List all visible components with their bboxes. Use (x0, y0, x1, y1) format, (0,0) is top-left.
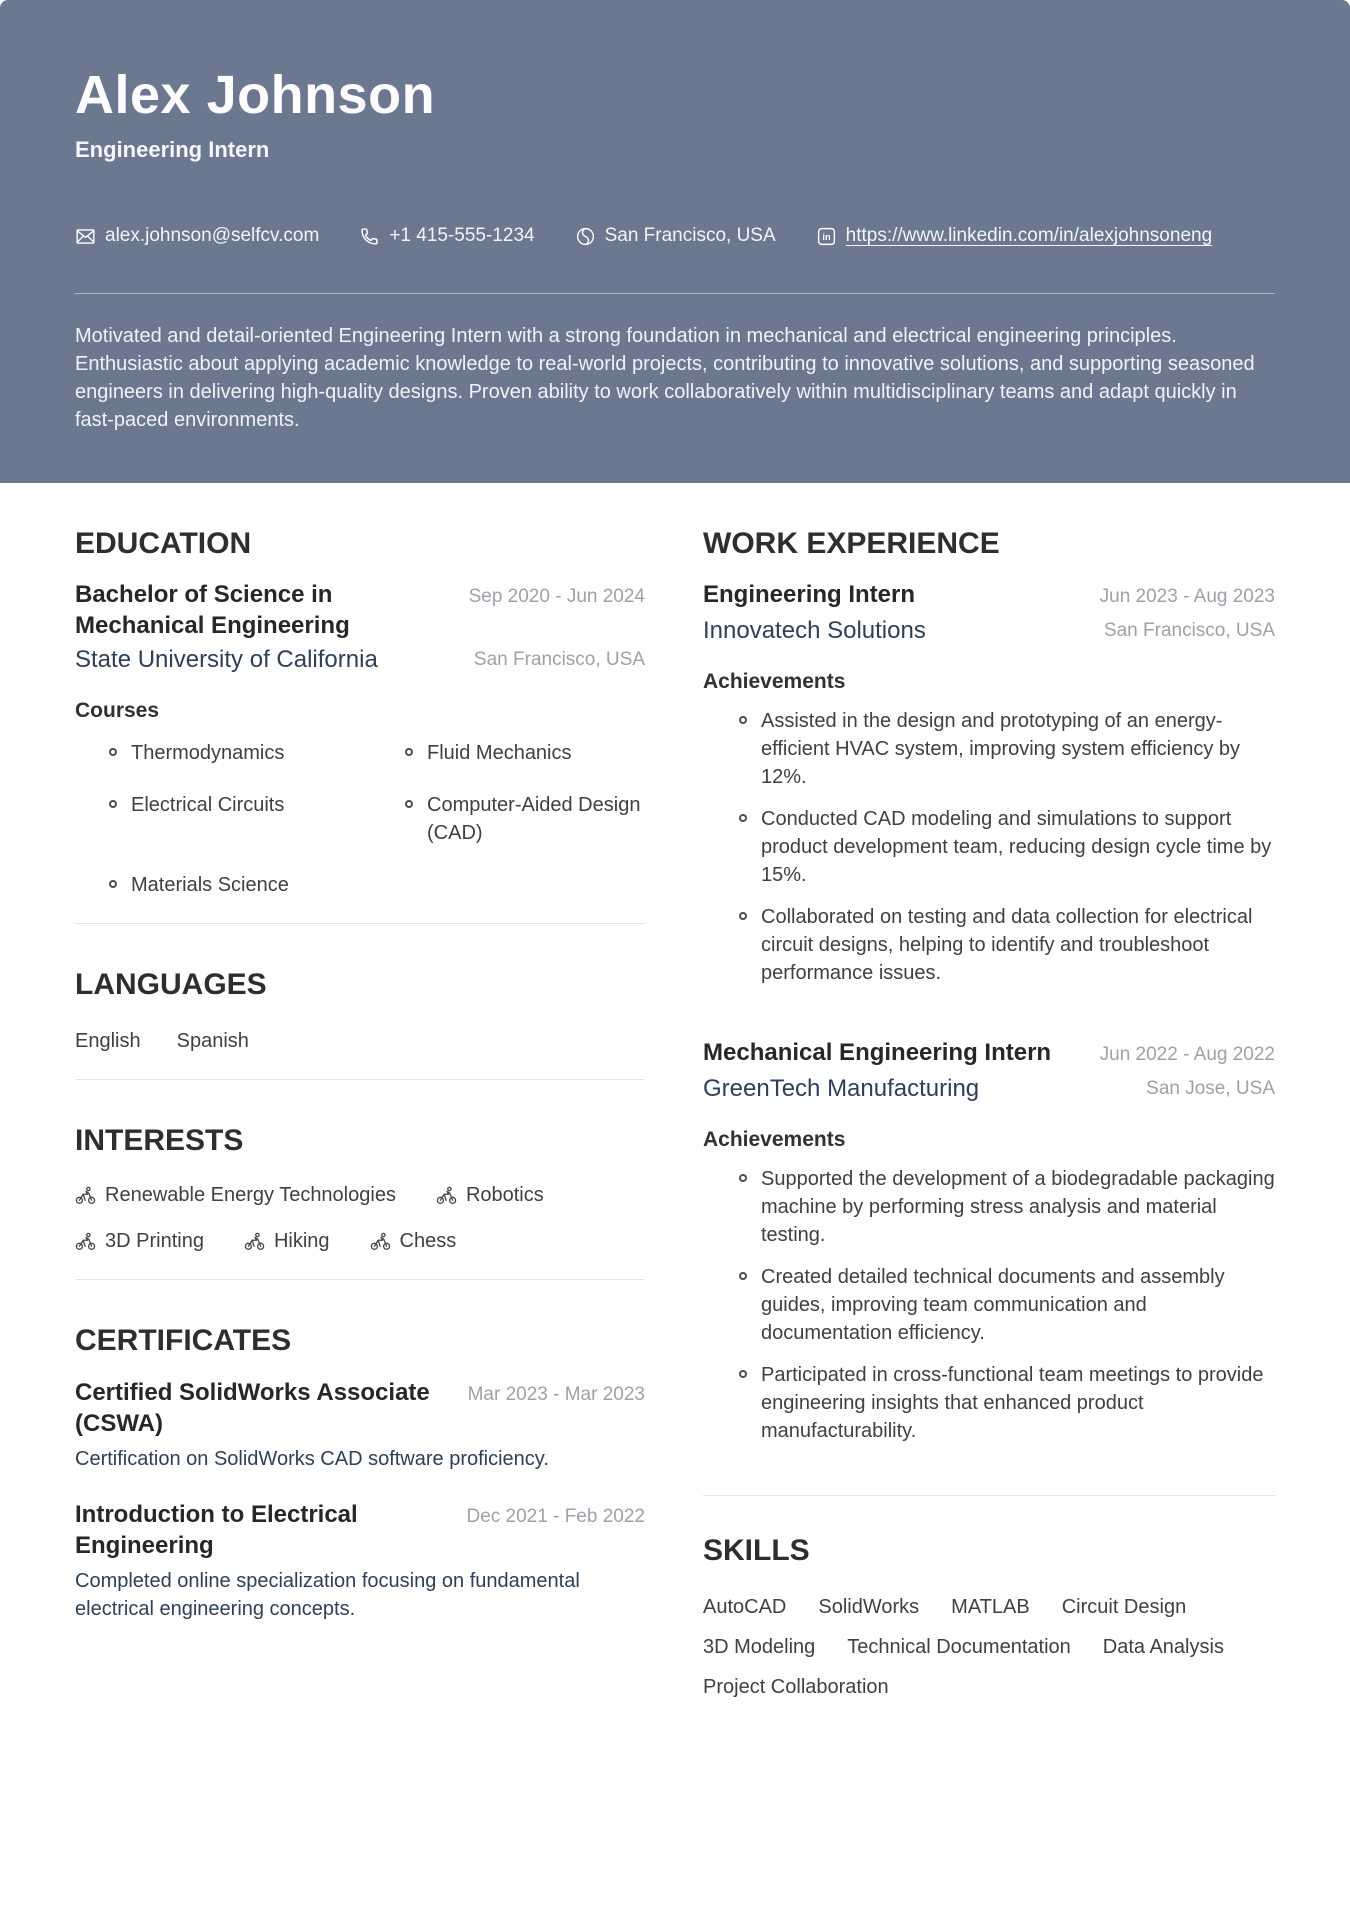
certificate-entry (75, 1499, 645, 1623)
achievement-text: Assisted in the design and prototyping of an energy-efficient HVAC system, improving system efficiency by 12%. (761, 710, 1241, 788)
skill-item: 3D Modeling (703, 1636, 816, 1658)
achievements-list (703, 1165, 1275, 1445)
left-column (75, 483, 645, 1701)
achievements-label: Achievements (703, 1128, 846, 1151)
certificate-date: Dec 2021 - Feb 2022 (466, 1506, 645, 1527)
bullet-icon (109, 800, 117, 808)
person-name: Alex Johnson (75, 65, 436, 125)
interest-item (75, 1181, 396, 1209)
course-text: Electrical Circuits (131, 794, 285, 816)
bullet-icon (739, 1174, 747, 1182)
interest-item (370, 1227, 457, 1255)
linkedin-link[interactable]: https://www.linkedin.com/in/alexjohnsoneng (845, 225, 1213, 247)
courses-label: Courses (75, 699, 160, 722)
achievement-text: Conducted CAD modeling and simulations to support product development team, reducing design cycle time by 15%. (761, 808, 1272, 886)
bullet-icon (739, 814, 747, 822)
linkedin-icon (816, 226, 837, 247)
bullet-icon (739, 912, 747, 920)
section-divider (703, 1495, 1275, 1496)
job-location: San Jose, USA (1146, 1078, 1275, 1099)
interest-text: 3D Printing (105, 1230, 204, 1252)
achievement-item (703, 1361, 1275, 1445)
achievements-list (703, 707, 1275, 987)
achievements-label: Achievements (703, 670, 846, 693)
education-entry (75, 579, 645, 899)
skill-item: MATLAB (951, 1596, 1030, 1618)
certificate-entry (75, 1377, 645, 1473)
contact-email-text: alex.johnson@selfcv.com (105, 225, 320, 247)
education-location: San Francisco, USA (473, 649, 645, 670)
svg-text:in: in (822, 232, 831, 243)
contact-location-text: San Francisco, USA (604, 225, 776, 247)
phone-icon (359, 226, 380, 247)
language-item: English (75, 1030, 141, 1052)
course-text: Computer-Aided Design (CAD) (427, 794, 641, 844)
certificates-heading: CERTIFICATES (75, 1324, 292, 1357)
section-divider (75, 923, 645, 924)
bullet-icon (405, 748, 413, 756)
certificate-date: Mar 2023 - Mar 2023 (467, 1384, 645, 1405)
achievement-item (703, 1263, 1275, 1347)
achievement-item (703, 707, 1275, 791)
skills-list (703, 1593, 1275, 1701)
section-divider (75, 1279, 645, 1280)
job-title: Engineering Intern (703, 581, 916, 608)
achievement-text: Participated in cross-functional team meetings to provide engineering insights that enhanced product manufacturability. (761, 1364, 1264, 1442)
bullet-icon (739, 1272, 747, 1280)
cyclist-icon (75, 1185, 96, 1206)
resume-header (0, 0, 1350, 483)
achievement-item (703, 805, 1275, 889)
company-name: Innovatech Solutions (703, 617, 926, 644)
bullet-icon (739, 1370, 747, 1378)
location-globe-icon (575, 226, 596, 247)
contact-phone (359, 225, 534, 247)
person-role: Engineering Intern (75, 137, 270, 163)
achievement-item (703, 903, 1275, 987)
certificate-description: Completed online specialization focusing on fundamental electrical engineering concepts. (75, 1570, 580, 1620)
company-name: GreenTech Manufacturing (703, 1075, 980, 1102)
course-text: Thermodynamics (131, 742, 285, 764)
section-divider (75, 1079, 645, 1080)
degree-title: Bachelor of Science in Mechanical Engineering (75, 581, 350, 639)
bullet-icon (405, 800, 413, 808)
certificate-description: Certification on SolidWorks CAD software proficiency. (75, 1448, 549, 1470)
achievement-text: Created detailed technical documents and assembly guides, improving team communication and documentation efficiency. (761, 1266, 1225, 1344)
interest-text: Chess (399, 1230, 457, 1252)
contact-phone-text: +1 415-555-1234 (389, 225, 535, 247)
job-date: Jun 2023 - Aug 2023 (1099, 586, 1275, 607)
skill-item: Data Analysis (1102, 1636, 1224, 1658)
school-name: State University of California (75, 646, 378, 673)
work-heading: WORK EXPERIENCE (703, 527, 1000, 560)
right-column (703, 483, 1275, 1701)
job-entry (703, 579, 1275, 987)
email-icon (75, 226, 96, 247)
skill-item: Technical Documentation (847, 1636, 1071, 1658)
contact-linkedin (816, 225, 1212, 247)
cyclist-icon (436, 1185, 457, 1206)
skill-item: Circuit Design (1061, 1596, 1187, 1618)
interests-heading: INTERESTS (75, 1124, 244, 1157)
courses-list (75, 739, 645, 899)
course-item (75, 791, 349, 847)
bullet-icon (109, 748, 117, 756)
certificate-title: Introduction to Electrical Engineering (75, 1501, 358, 1559)
interest-text: Renewable Energy Technologies (105, 1184, 396, 1206)
certificate-title: Certified SolidWorks Associate (CSWA) (75, 1379, 430, 1437)
contact-row (75, 225, 1275, 247)
course-text: Materials Science (131, 874, 289, 896)
languages-heading: LANGUAGES (75, 968, 267, 1001)
cyclist-icon (370, 1231, 391, 1252)
achievement-item (703, 1165, 1275, 1249)
education-date: Sep 2020 - Jun 2024 (468, 586, 645, 607)
language-item: Spanish (176, 1030, 249, 1052)
course-item (371, 739, 645, 767)
cyclist-icon (244, 1231, 265, 1252)
bullet-icon (109, 880, 117, 888)
resume-body (0, 483, 1350, 1701)
interest-text: Hiking (273, 1230, 330, 1252)
interest-item (436, 1181, 544, 1209)
job-entry (703, 1037, 1275, 1445)
job-title: Mechanical Engineering Intern (703, 1039, 1052, 1066)
job-date: Jun 2022 - Aug 2022 (1099, 1044, 1275, 1065)
interest-text: Robotics (465, 1184, 544, 1206)
course-item (371, 791, 645, 847)
contact-email (75, 225, 319, 247)
skill-item: Project Collaboration (703, 1676, 889, 1698)
interest-item (75, 1227, 204, 1255)
languages-list (75, 1027, 645, 1055)
header-divider (75, 293, 1275, 294)
profile-summary: Motivated and detail-oriented Engineering Intern with a strong foundation in mechanical and electrical engineering principles. Enthusiastic about applying academic knowledge to real-world projects, contributing to innovative solutions, and supporting seasoned engineers in delivering high-quality designs. Proven ability to work collaboratively within multidisciplinary teams and adapt quickly in fast-paced environments. (75, 325, 1255, 432)
achievement-text: Collaborated on testing and data collection for electrical circuit designs, helping to identify and troubleshoot performance issues. (761, 906, 1253, 984)
course-item (75, 739, 349, 767)
interest-item (244, 1227, 330, 1255)
skill-item: AutoCAD (703, 1596, 787, 1618)
interests-list (75, 1181, 645, 1255)
skills-heading: SKILLS (703, 1534, 810, 1567)
achievement-text: Supported the development of a biodegradable packaging machine by performing stress analysis and material testing. (761, 1168, 1275, 1246)
bullet-icon (739, 716, 747, 724)
education-heading: EDUCATION (75, 527, 252, 560)
course-item (75, 871, 349, 899)
skill-item: SolidWorks (818, 1596, 920, 1618)
course-text: Fluid Mechanics (427, 742, 572, 764)
cyclist-icon (75, 1231, 96, 1252)
contact-location (575, 225, 776, 247)
job-location: San Francisco, USA (1103, 620, 1275, 641)
